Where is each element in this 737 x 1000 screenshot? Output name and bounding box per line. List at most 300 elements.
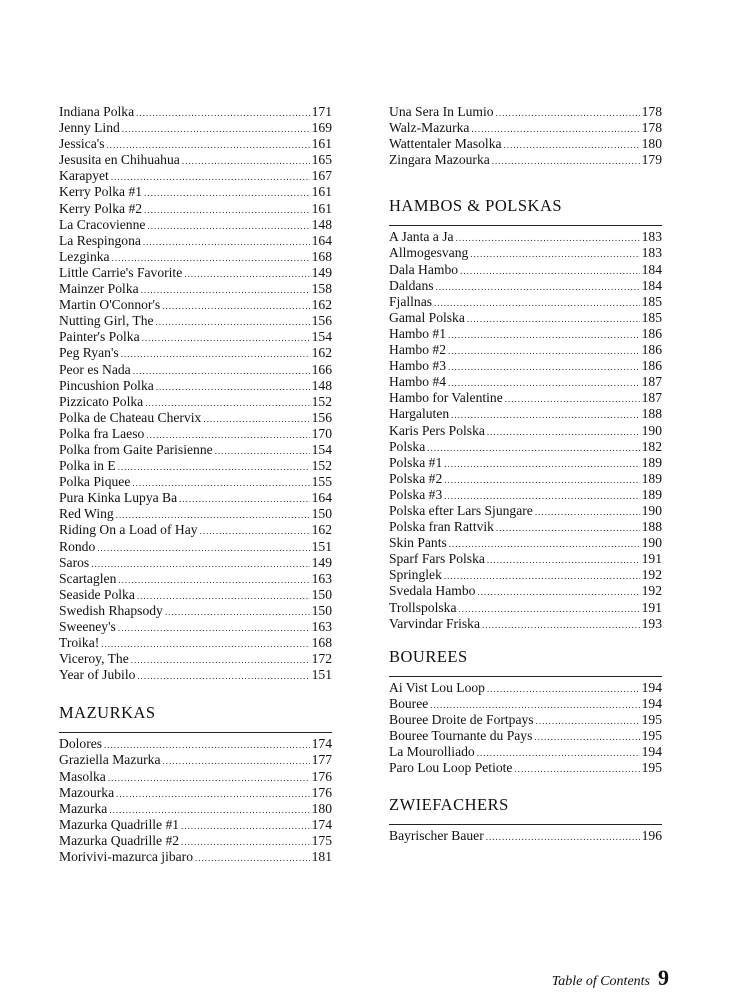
dot-leader bbox=[184, 266, 309, 281]
entry-title: Graziella Mazurka bbox=[59, 752, 161, 768]
toc-entry bbox=[59, 233, 332, 249]
entry-title: Peg Ryan's bbox=[59, 345, 119, 361]
entry-page-number: 194 bbox=[641, 695, 662, 711]
toc-entry bbox=[389, 455, 662, 471]
dot-leader bbox=[144, 202, 310, 217]
dot-leader bbox=[162, 298, 309, 313]
dot-leader bbox=[536, 713, 640, 728]
page-footer bbox=[552, 965, 669, 991]
toc-entry bbox=[389, 104, 662, 120]
entry-title: Polka in E bbox=[59, 458, 116, 474]
dot-leader bbox=[104, 737, 310, 752]
entry-page-number: 168 bbox=[311, 635, 332, 651]
entry-page-number: 188 bbox=[641, 519, 662, 535]
dot-leader bbox=[181, 834, 310, 849]
entry-title: Dala Hambo bbox=[389, 261, 459, 277]
dot-leader bbox=[444, 456, 639, 471]
entry-page-number: 167 bbox=[311, 168, 332, 184]
dot-leader bbox=[146, 427, 309, 442]
toc-entry bbox=[389, 828, 662, 844]
entry-title: Springlek bbox=[389, 567, 442, 583]
section-rule bbox=[389, 225, 662, 226]
toc-entry bbox=[389, 374, 662, 390]
toc-entry bbox=[59, 474, 332, 490]
entry-title: Polska #3 bbox=[389, 486, 443, 502]
entry-title: Troika! bbox=[59, 635, 100, 651]
dot-leader bbox=[460, 263, 640, 278]
entry-page-number: 185 bbox=[641, 309, 662, 325]
dot-leader bbox=[137, 588, 310, 603]
entry-page-number: 151 bbox=[311, 667, 332, 683]
entry-page-number: 177 bbox=[311, 752, 332, 768]
toc-entry bbox=[389, 358, 662, 374]
toc-entry bbox=[59, 442, 332, 458]
entry-page-number: 163 bbox=[311, 570, 332, 586]
toc-entry bbox=[59, 522, 332, 538]
entry-page-number: 187 bbox=[641, 374, 662, 390]
entry-title: Bouree bbox=[389, 695, 429, 711]
dot-leader bbox=[107, 137, 310, 152]
toc-entry bbox=[59, 265, 332, 281]
entry-page-number: 183 bbox=[641, 229, 662, 245]
entry-page-number: 181 bbox=[311, 849, 332, 865]
dot-leader bbox=[448, 375, 640, 390]
toc-entry bbox=[59, 136, 332, 152]
entry-title: Pizzicato Polka bbox=[59, 393, 144, 409]
entry-title: Dolores bbox=[59, 736, 103, 752]
toc-entry bbox=[389, 696, 662, 712]
dot-leader bbox=[163, 753, 310, 768]
entry-title: Hambo #1 bbox=[389, 325, 447, 341]
dot-leader bbox=[430, 697, 639, 712]
toc-entry bbox=[59, 297, 332, 313]
entry-page-number: 176 bbox=[311, 768, 332, 784]
entry-page-number: 161 bbox=[311, 184, 332, 200]
toc-entry bbox=[59, 752, 332, 768]
toc-entry bbox=[389, 744, 662, 760]
section-heading-zwiefachers: ZWIEFACHERS bbox=[389, 795, 509, 815]
toc-entry bbox=[59, 769, 332, 785]
entry-page-number: 186 bbox=[641, 358, 662, 374]
dot-leader bbox=[182, 153, 310, 168]
toc-entry-list bbox=[59, 104, 332, 683]
dot-leader bbox=[458, 601, 639, 616]
dot-leader bbox=[456, 230, 640, 245]
entry-title: Sweeney's bbox=[59, 619, 116, 634]
dot-leader bbox=[147, 218, 309, 233]
entry-page-number: 178 bbox=[641, 120, 662, 136]
toc-entry bbox=[389, 342, 662, 358]
entry-title: Kerry Polka #1 bbox=[59, 184, 143, 200]
entry-title: Una Sera In Lumio bbox=[389, 104, 494, 119]
entry-title: Polka from Gaite Parisienne bbox=[59, 441, 213, 457]
entry-page-number: 189 bbox=[641, 454, 662, 470]
entry-title: Masolka bbox=[59, 768, 106, 784]
dot-leader bbox=[451, 407, 639, 422]
entry-title: Hambo #4 bbox=[389, 374, 447, 390]
section-heading-hambos-polskas: HAMBOS & POLSKAS bbox=[389, 196, 563, 216]
dot-leader bbox=[145, 395, 309, 410]
toc-entry bbox=[389, 728, 662, 744]
dot-leader bbox=[496, 105, 640, 120]
entry-title: Polska fran Rattvik bbox=[389, 519, 494, 535]
entry-title: La Mourolliado bbox=[389, 744, 475, 760]
entry-title: Jenny Lind bbox=[59, 120, 120, 136]
toc-entry bbox=[59, 651, 332, 667]
dot-leader bbox=[534, 729, 639, 744]
entry-title: Pura Kinka Lupya Ba bbox=[59, 490, 178, 506]
page-number: 9 bbox=[658, 965, 669, 990]
dot-leader bbox=[444, 568, 640, 583]
toc-entry bbox=[59, 184, 332, 200]
entry-title: Ai Vist Lou Loop bbox=[389, 679, 485, 695]
entry-page-number: 192 bbox=[641, 567, 662, 583]
entry-page-number: 191 bbox=[641, 551, 662, 567]
dot-leader bbox=[436, 279, 640, 294]
entry-title: A Janta a Ja bbox=[389, 229, 454, 245]
toc-entry bbox=[59, 458, 332, 474]
dot-leader bbox=[514, 761, 639, 776]
dot-leader bbox=[448, 327, 640, 342]
entry-title: Mazourka bbox=[59, 784, 115, 800]
dot-leader bbox=[215, 443, 310, 458]
entry-title: Bouree Droite de Fortpays bbox=[389, 711, 534, 727]
entry-title: Wattentaler Masolka bbox=[389, 136, 502, 152]
dot-leader bbox=[122, 121, 310, 136]
toc-entry bbox=[389, 712, 662, 728]
toc-entry bbox=[59, 394, 332, 410]
toc-entry bbox=[389, 423, 662, 439]
dot-leader bbox=[109, 802, 309, 817]
toc-entry bbox=[389, 310, 662, 326]
entry-page-number: 179 bbox=[641, 152, 662, 168]
entry-page-number: 165 bbox=[311, 152, 332, 168]
entry-page-number: 172 bbox=[311, 651, 332, 667]
entry-page-number: 150 bbox=[311, 586, 332, 602]
toc-entry bbox=[389, 136, 662, 152]
entry-title: Nutting Girl, The bbox=[59, 313, 154, 329]
toc-entry bbox=[389, 278, 662, 294]
dot-leader bbox=[133, 363, 310, 378]
dot-leader bbox=[195, 850, 310, 865]
toc-entry bbox=[59, 801, 332, 817]
toc-entry bbox=[389, 245, 662, 261]
section-rule bbox=[59, 732, 332, 733]
entry-title: Rondo bbox=[59, 538, 96, 554]
toc-entry bbox=[59, 329, 332, 345]
entry-title: Jesusita en Chihuahua bbox=[59, 152, 180, 168]
toc-entry bbox=[389, 583, 662, 599]
entry-title: Indiana Polka bbox=[59, 104, 135, 119]
entry-page-number: 156 bbox=[311, 409, 332, 425]
toc-entry-list bbox=[389, 828, 662, 844]
toc-entry bbox=[59, 426, 332, 442]
entry-title: Saros bbox=[59, 554, 90, 570]
toc-entry bbox=[59, 490, 332, 506]
entry-title: Polka Piquee bbox=[59, 474, 131, 490]
section-rule bbox=[389, 824, 662, 825]
toc-entry bbox=[59, 217, 332, 233]
toc-entry bbox=[59, 410, 332, 426]
entry-page-number: 170 bbox=[311, 425, 332, 441]
entry-title: Varvindar Friska bbox=[389, 615, 480, 631]
entry-title: Zingara Mazourka bbox=[389, 152, 490, 168]
entry-page-number: 169 bbox=[311, 120, 332, 136]
toc-entry bbox=[389, 326, 662, 342]
toc-left-column bbox=[59, 104, 332, 865]
entry-page-number: 195 bbox=[641, 711, 662, 727]
entry-title: Bayrischer Bauer bbox=[389, 828, 484, 844]
dot-leader bbox=[108, 770, 310, 785]
entry-title: Polska bbox=[389, 438, 426, 454]
entry-title: Polska #1 bbox=[389, 454, 443, 470]
entry-page-number: 161 bbox=[311, 200, 332, 216]
entry-title: Year of Jubilo bbox=[59, 667, 136, 683]
dot-leader bbox=[477, 745, 640, 760]
toc-entry bbox=[59, 313, 332, 329]
toc-entry bbox=[389, 600, 662, 616]
entry-page-number: 154 bbox=[311, 329, 332, 345]
dot-leader bbox=[487, 681, 640, 696]
entry-page-number: 166 bbox=[311, 361, 332, 377]
entry-title: Swedish Rhapsody bbox=[59, 602, 163, 618]
section-heading-mazurkas: MAZURKAS bbox=[59, 703, 156, 723]
toc-entry bbox=[389, 503, 662, 519]
toc-entry bbox=[389, 229, 662, 245]
entry-page-number: 184 bbox=[641, 277, 662, 293]
entry-title: Allmogesvang bbox=[389, 245, 469, 261]
entry-page-number: 194 bbox=[641, 679, 662, 695]
entry-title: Polska efter Lars Sjungare bbox=[389, 502, 533, 518]
dot-leader bbox=[448, 359, 640, 374]
entry-title: Sparf Fars Polska bbox=[389, 551, 485, 567]
toc-entry bbox=[59, 249, 332, 265]
toc-entry bbox=[59, 539, 332, 555]
dot-leader bbox=[487, 424, 640, 439]
dot-leader bbox=[118, 620, 310, 635]
entry-page-number: 176 bbox=[311, 784, 332, 800]
dot-leader bbox=[131, 652, 310, 667]
dot-leader bbox=[121, 346, 310, 361]
toc-entry bbox=[59, 104, 332, 120]
entry-page-number: 162 bbox=[311, 297, 332, 313]
entry-title: Polska #2 bbox=[389, 470, 443, 486]
dot-leader bbox=[471, 121, 639, 136]
entry-title: Hambo #3 bbox=[389, 358, 447, 374]
section-rule bbox=[389, 676, 662, 677]
toc-entry bbox=[389, 294, 662, 310]
dot-leader bbox=[449, 536, 640, 551]
toc-entry bbox=[59, 201, 332, 217]
entry-title: Red Wing bbox=[59, 506, 114, 522]
entry-page-number: 174 bbox=[311, 736, 332, 752]
toc-entry bbox=[59, 817, 332, 833]
entry-page-number: 186 bbox=[641, 342, 662, 358]
entry-title: Bouree Tournante du Pays bbox=[389, 728, 533, 743]
entry-title: Polka de Chateau Chervix bbox=[59, 409, 202, 425]
toc-entry bbox=[59, 619, 332, 635]
toc-entry bbox=[59, 736, 332, 752]
dot-leader bbox=[486, 829, 640, 844]
entry-page-number: 151 bbox=[311, 538, 332, 554]
toc-entry bbox=[59, 635, 332, 651]
dot-leader bbox=[203, 411, 309, 426]
toc-entry bbox=[59, 555, 332, 571]
entry-page-number: 162 bbox=[311, 345, 332, 361]
entry-page-number: 195 bbox=[641, 760, 662, 776]
dot-leader bbox=[156, 314, 310, 329]
entry-page-number: 158 bbox=[311, 281, 332, 297]
entry-title: Gamal Polska bbox=[389, 309, 465, 325]
entry-page-number: 185 bbox=[641, 293, 662, 309]
entry-page-number: 178 bbox=[641, 104, 662, 119]
entry-page-number: 189 bbox=[641, 470, 662, 486]
dot-leader bbox=[482, 617, 640, 632]
toc-entry bbox=[59, 603, 332, 619]
dot-leader bbox=[141, 282, 310, 297]
toc-entry bbox=[59, 849, 332, 865]
entry-title: Karis Pers Polska bbox=[389, 422, 485, 438]
entry-page-number: 187 bbox=[641, 390, 662, 406]
toc-entry bbox=[59, 506, 332, 522]
toc-right-column bbox=[389, 104, 662, 844]
dot-leader bbox=[448, 343, 640, 358]
toc-entry-list bbox=[389, 229, 662, 631]
dot-leader bbox=[492, 153, 640, 168]
entry-title: Hambo for Valentine bbox=[389, 390, 503, 406]
entry-title: Svedala Hambo bbox=[389, 583, 476, 599]
dot-leader bbox=[136, 105, 309, 120]
dot-leader bbox=[444, 488, 639, 503]
toc-entry-list bbox=[389, 104, 662, 168]
entry-page-number: 155 bbox=[311, 474, 332, 490]
dot-leader bbox=[118, 459, 310, 474]
entry-title: Karapyet bbox=[59, 168, 109, 184]
dot-leader bbox=[427, 440, 639, 455]
dot-leader bbox=[143, 234, 310, 249]
entry-title: Little Carrie's Favorite bbox=[59, 264, 183, 280]
entry-title: Daldans bbox=[389, 277, 434, 293]
entry-page-number: 184 bbox=[641, 261, 662, 277]
entry-page-number: 149 bbox=[311, 264, 332, 280]
entry-title: Jessica's bbox=[59, 136, 105, 152]
dot-leader bbox=[477, 584, 639, 599]
dot-leader bbox=[137, 668, 309, 683]
section-heading-bourees: BOUREES bbox=[389, 646, 468, 666]
toc-entry bbox=[389, 152, 662, 168]
toc-entry bbox=[59, 120, 332, 136]
entry-title: Mazurka bbox=[59, 800, 108, 816]
entry-title: Paro Lou Loop Petiote bbox=[389, 760, 513, 776]
dot-leader bbox=[142, 330, 310, 345]
toc-entry bbox=[59, 281, 332, 297]
toc-entry bbox=[389, 616, 662, 632]
entry-title: Morivivi-mazurca jibaro bbox=[59, 849, 193, 865]
dot-leader bbox=[112, 250, 310, 265]
toc-entry bbox=[389, 120, 662, 136]
toc-entry bbox=[59, 345, 332, 361]
entry-page-number: 148 bbox=[311, 377, 332, 393]
entry-page-number: 171 bbox=[311, 104, 332, 119]
dot-leader bbox=[470, 246, 639, 261]
entry-title: Walz-Mazurka bbox=[389, 120, 470, 136]
dot-leader bbox=[116, 507, 310, 522]
entry-title: Seaside Polka bbox=[59, 586, 135, 602]
entry-page-number: 190 bbox=[641, 502, 662, 518]
dot-leader bbox=[181, 818, 310, 833]
toc-entry bbox=[389, 535, 662, 551]
dot-leader bbox=[111, 169, 310, 184]
toc-entry bbox=[389, 680, 662, 696]
toc-entry bbox=[389, 487, 662, 503]
dot-leader bbox=[535, 504, 640, 519]
toc-entry bbox=[389, 760, 662, 776]
toc-entry bbox=[59, 362, 332, 378]
entry-title: Hargaluten bbox=[389, 406, 450, 422]
entry-title: Trollspolska bbox=[389, 599, 457, 615]
dot-leader bbox=[165, 604, 310, 619]
entry-page-number: 175 bbox=[311, 832, 332, 848]
entry-title: Peor es Nada bbox=[59, 361, 131, 377]
dot-leader bbox=[144, 185, 310, 200]
dot-leader bbox=[132, 475, 309, 490]
toc-entry bbox=[389, 439, 662, 455]
entry-title: Pincushion Polka bbox=[59, 377, 154, 393]
dot-leader bbox=[97, 540, 309, 555]
entry-page-number: 192 bbox=[641, 583, 662, 599]
entry-title: La Respingona bbox=[59, 232, 141, 248]
entry-page-number: 193 bbox=[641, 615, 662, 631]
toc-entry bbox=[59, 667, 332, 683]
entry-page-number: 156 bbox=[311, 313, 332, 329]
dot-leader bbox=[179, 491, 309, 506]
entry-page-number: 162 bbox=[311, 522, 332, 538]
dot-leader bbox=[444, 472, 639, 487]
toc-entry-list bbox=[59, 736, 332, 865]
entry-page-number: 154 bbox=[311, 441, 332, 457]
entry-page-number: 150 bbox=[311, 506, 332, 522]
entry-title: Martin O'Connor's bbox=[59, 297, 161, 313]
dot-leader bbox=[496, 520, 640, 535]
dot-leader bbox=[156, 379, 310, 394]
entry-title: Painter's Polka bbox=[59, 329, 140, 345]
dot-leader bbox=[504, 137, 640, 152]
entry-page-number: 164 bbox=[311, 232, 332, 248]
toc-entry bbox=[59, 785, 332, 801]
dot-leader bbox=[91, 556, 309, 571]
toc-entry bbox=[59, 168, 332, 184]
entry-title: Polka fra Laeso bbox=[59, 425, 145, 441]
dot-leader bbox=[467, 311, 640, 326]
entry-page-number: 196 bbox=[641, 828, 662, 844]
entry-title: Skin Pants bbox=[389, 535, 447, 551]
entry-page-number: 190 bbox=[641, 422, 662, 438]
entry-page-number: 168 bbox=[311, 248, 332, 264]
dot-leader bbox=[200, 523, 310, 538]
entry-page-number: 188 bbox=[641, 406, 662, 422]
entry-page-number: 164 bbox=[311, 490, 332, 506]
entry-page-number: 182 bbox=[641, 438, 662, 454]
dot-leader bbox=[434, 295, 640, 310]
entry-page-number: 183 bbox=[641, 245, 662, 261]
entry-title: La Cracovienne bbox=[59, 216, 146, 232]
dot-leader bbox=[116, 786, 310, 801]
entry-page-number: 163 bbox=[311, 619, 332, 634]
entry-page-number: 190 bbox=[641, 535, 662, 551]
entry-page-number: 152 bbox=[311, 393, 332, 409]
entry-page-number: 150 bbox=[311, 602, 332, 618]
toc-entry bbox=[59, 152, 332, 168]
